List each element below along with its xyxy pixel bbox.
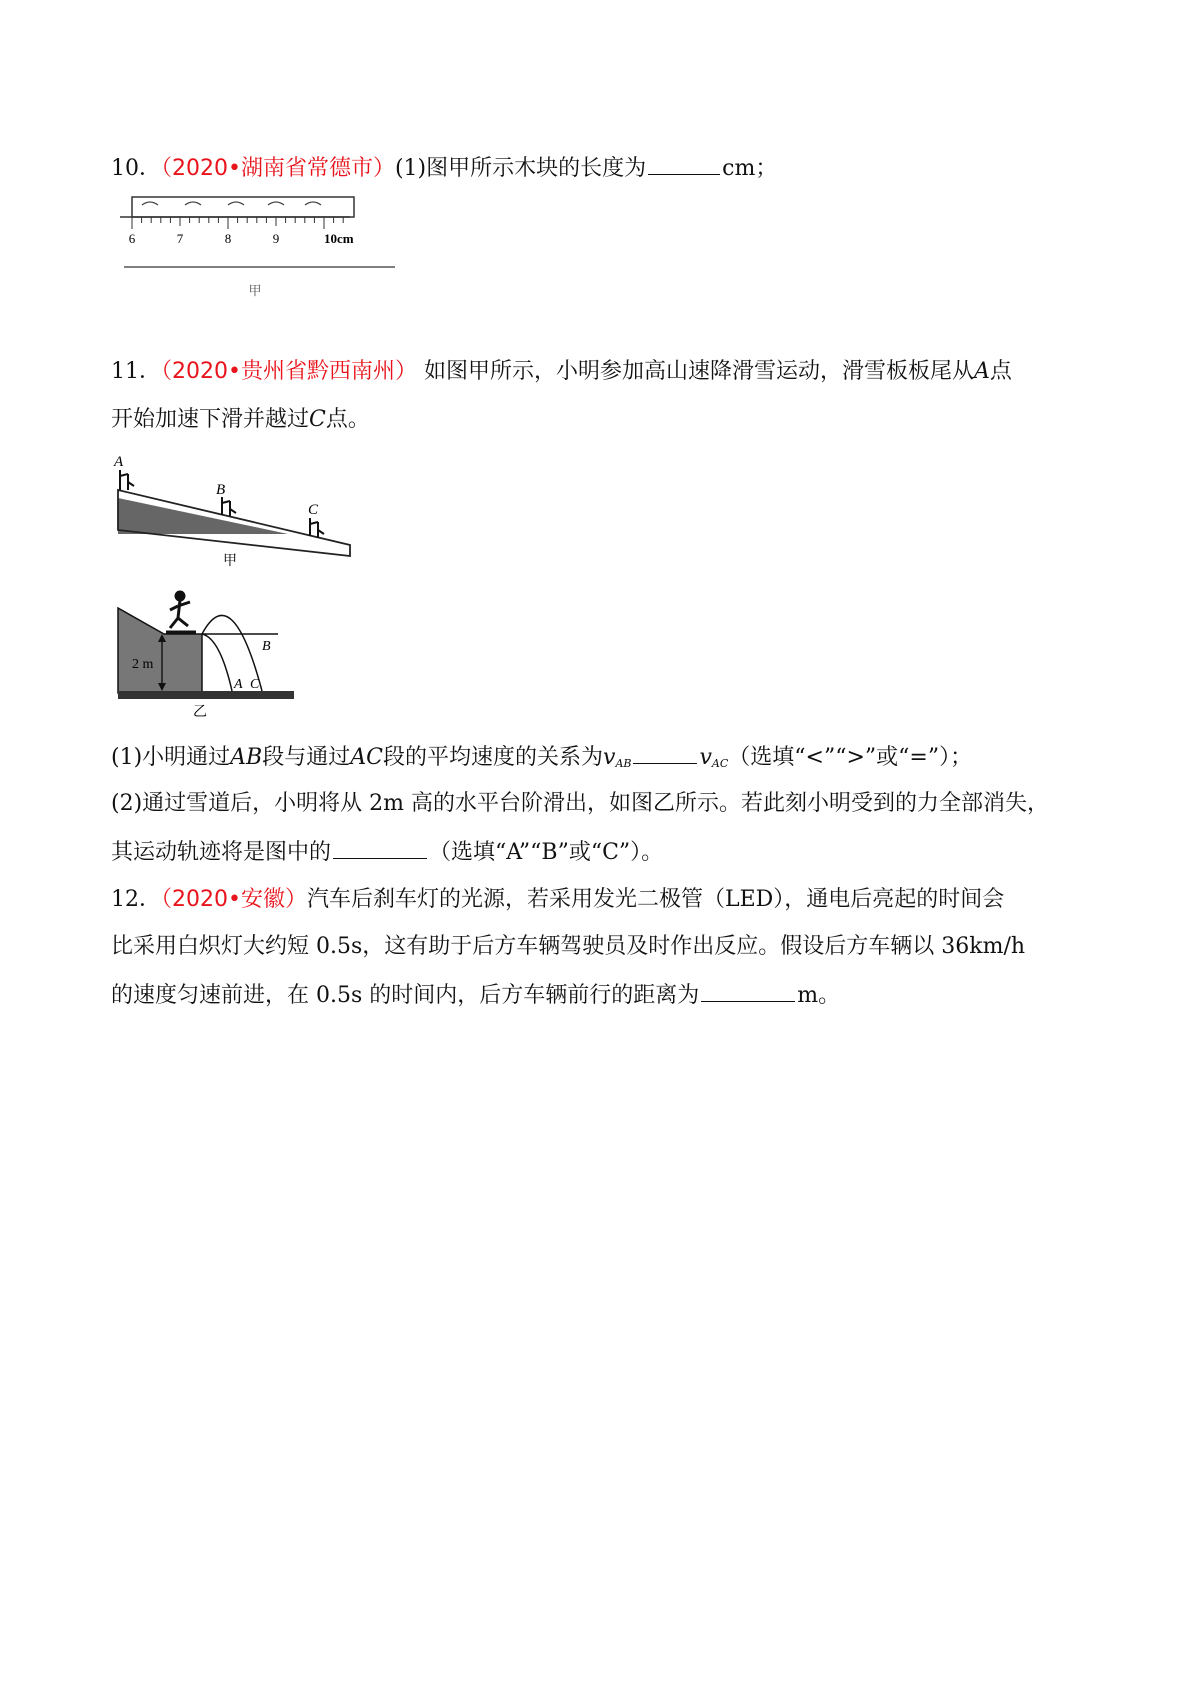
q10-text: (1)图甲所示木块的长度为 bbox=[394, 156, 647, 181]
q12-source: （2020•安徽） bbox=[161, 887, 307, 912]
q11-part1-blank[interactable] bbox=[633, 741, 697, 764]
q11-platform-figure bbox=[112, 588, 292, 718]
q11-sub-ac: AC bbox=[711, 757, 729, 770]
q10-source: （2020•湖南省常德市） bbox=[161, 156, 395, 181]
tick-9: 9 bbox=[272, 231, 280, 246]
skier-a bbox=[120, 470, 134, 490]
q12-unit: m。 bbox=[797, 983, 841, 1008]
q11-part2-line2 bbox=[111, 836, 663, 869]
q12-number: 12． bbox=[111, 887, 161, 912]
ruler-ticks bbox=[132, 217, 343, 229]
q12-answer-blank[interactable] bbox=[701, 979, 795, 1002]
q11-source: （2020•贵州省黔西南州） bbox=[161, 359, 417, 384]
height-label: 2 m bbox=[132, 657, 154, 672]
q11-part2-text-2: 其运动轨迹将是图中的 bbox=[111, 840, 332, 865]
q10-number: 10． bbox=[111, 156, 161, 181]
traj-label-c: C bbox=[250, 677, 260, 692]
hill-cliff bbox=[118, 608, 202, 693]
q10-answer-blank[interactable] bbox=[648, 152, 720, 175]
q12-text-3: 的速度匀速前进，在 0.5s 的时间内，后方车辆前行的距离为 bbox=[111, 983, 700, 1008]
q11-line-1 bbox=[111, 356, 1012, 388]
q11-text-2: 开始加速下滑并越过 bbox=[111, 407, 310, 432]
q12-line-2 bbox=[111, 931, 1025, 963]
q11-slope-figure bbox=[112, 452, 362, 572]
wood-grain bbox=[142, 202, 321, 205]
q11-point-c: C bbox=[309, 407, 326, 432]
q11-text-1-end: 点 bbox=[989, 359, 1012, 384]
q11-part1-mid1: 段与通过 bbox=[262, 745, 351, 770]
tick-8: 8 bbox=[224, 231, 232, 246]
traj-label-b: B bbox=[262, 639, 271, 654]
q11-point-a: A bbox=[973, 359, 990, 384]
q11-number: 11． bbox=[111, 359, 161, 384]
q11-jia-caption: 甲 bbox=[223, 554, 237, 569]
skier-c bbox=[310, 518, 324, 538]
slope-shaded bbox=[118, 498, 288, 534]
q11-yi-caption: 乙 bbox=[193, 705, 207, 720]
q11-part1 bbox=[111, 741, 972, 780]
q11-part1-mid2: 段的平均速度的关系为 bbox=[382, 745, 603, 770]
tick-6: 6 bbox=[128, 231, 136, 246]
traj-label-a: A bbox=[234, 677, 243, 692]
q10-unit: cm； bbox=[722, 156, 778, 181]
q11-part1-suffix: （选填“<”“>”或“=”）； bbox=[728, 745, 973, 770]
q12-text-2: 比采用白炽灯大约短 0.5s，这有助于后方车辆驾驶员及时作出反应。假设后方车辆以 36km/h bbox=[111, 934, 1026, 959]
tick-10cm: 10cm bbox=[324, 231, 354, 246]
tick-7: 7 bbox=[176, 231, 184, 246]
skier-b bbox=[222, 497, 236, 516]
q10-caption: 甲 bbox=[248, 283, 262, 298]
q12-text-1: 汽车后刹车灯的光源，若采用发光二极管（LED），通电后亮起的时间会 bbox=[306, 887, 1005, 912]
q11-v-ab: v bbox=[603, 745, 616, 770]
label-c: C bbox=[308, 502, 319, 518]
q12-line-1 bbox=[111, 884, 1004, 916]
q11-v-ac: v bbox=[699, 745, 712, 770]
q12-line-3 bbox=[111, 979, 840, 1012]
q11-sub-ab: AB bbox=[615, 757, 632, 770]
q11-line-2 bbox=[111, 404, 370, 436]
q11-text-2-end: 点。 bbox=[325, 407, 370, 432]
label-a: A bbox=[114, 454, 124, 470]
wood-block bbox=[132, 197, 354, 217]
q11-seg-ac: AC bbox=[350, 745, 383, 770]
q10-line bbox=[111, 152, 777, 185]
q11-seg-ab: AB bbox=[230, 745, 263, 770]
q10-ruler-figure bbox=[110, 195, 410, 305]
q11-part1-prefix: (1)小明通过 bbox=[111, 745, 231, 770]
ground bbox=[118, 691, 294, 699]
q11-text-1: 如图甲所示，小明参加高山速降滑雪运动，滑雪板板尾从 bbox=[423, 359, 974, 384]
q11-part2-text-1: (2)通过雪道后，小明将从 2m 高的水平台阶滑出，如图乙所示。若此刻小明受到的力全部消失， bbox=[111, 791, 1050, 816]
jumper bbox=[166, 592, 196, 632]
label-b: B bbox=[216, 482, 226, 498]
q11-part2-blank[interactable] bbox=[333, 836, 427, 859]
q11-part2-line1 bbox=[111, 788, 1049, 820]
q11-part2-text-3: （选填“A”“B”或“C”）。 bbox=[429, 840, 664, 865]
trajectory-a bbox=[202, 634, 232, 691]
